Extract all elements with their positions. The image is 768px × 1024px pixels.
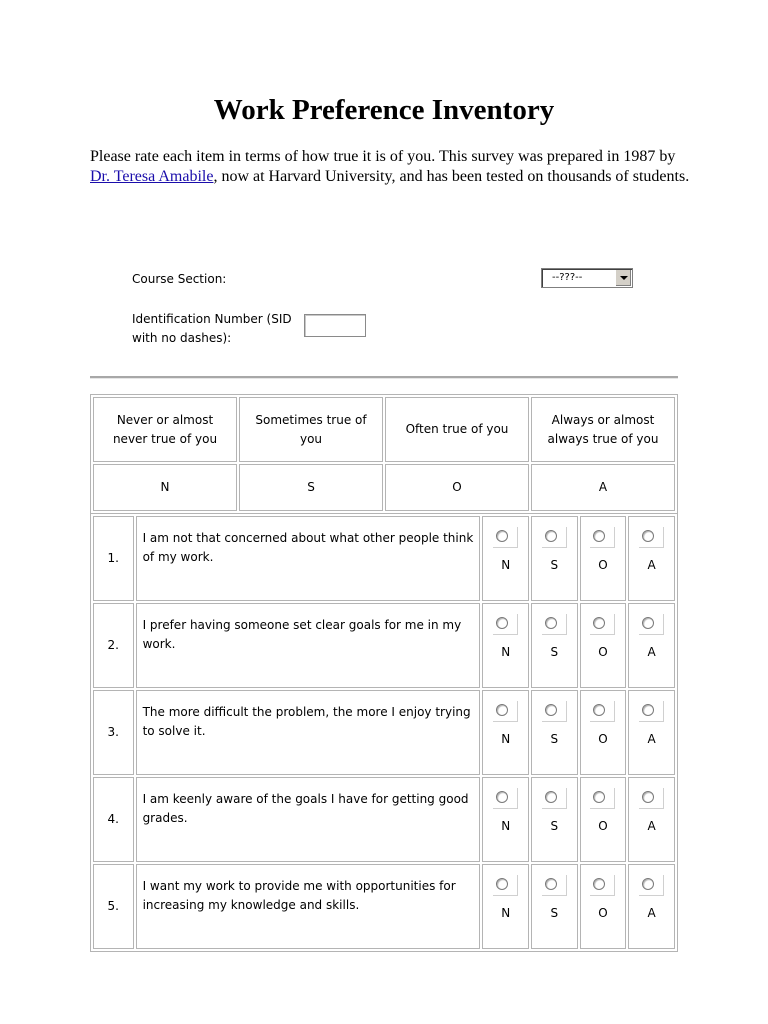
answer-option-n: [482, 690, 529, 775]
answer-option-label: O: [598, 645, 608, 659]
answer-option-a: [628, 690, 675, 775]
answer-option-n: [482, 864, 529, 949]
answer-option-label: N: [501, 819, 511, 833]
answer-option-a: [628, 864, 675, 949]
dropdown-arrow-icon[interactable]: [615, 270, 631, 286]
answer-option-o: [580, 516, 627, 601]
radio-circle-icon[interactable]: [593, 704, 605, 716]
questions-body: [93, 516, 675, 949]
radio-button-o[interactable]: [590, 614, 615, 635]
answer-option-label: S: [550, 645, 559, 659]
answer-option-label: A: [647, 819, 656, 833]
amabile-link[interactable]: Dr. Teresa Amabile: [90, 168, 214, 185]
scale-header-often: Often true of you: [385, 397, 529, 462]
question-number: 1.: [93, 516, 134, 601]
radio-button-a[interactable]: [639, 701, 664, 722]
radio-button-s[interactable]: [542, 527, 567, 548]
radio-button-s[interactable]: [542, 614, 567, 635]
answer-option-label: N: [501, 906, 511, 920]
radio-button-s[interactable]: [542, 875, 567, 896]
question-number: 2.: [93, 603, 134, 688]
answer-option-n: [482, 603, 529, 688]
radio-circle-icon[interactable]: [496, 704, 508, 716]
answer-option-label: O: [598, 819, 608, 833]
radio-circle-icon[interactable]: [496, 530, 508, 542]
answer-option-label: S: [550, 732, 559, 746]
question-number: 5.: [93, 864, 134, 949]
radio-button-n[interactable]: [493, 875, 518, 896]
question-number: 4.: [93, 777, 134, 862]
radio-circle-icon[interactable]: [593, 530, 605, 542]
radio-circle-icon[interactable]: [642, 791, 654, 803]
course-section-value: --???--: [552, 272, 583, 283]
answer-option-label: A: [647, 558, 656, 572]
radio-circle-icon[interactable]: [642, 530, 654, 542]
answer-option-s: [531, 777, 578, 862]
radio-circle-icon[interactable]: [642, 704, 654, 716]
scale-code-o: O: [385, 464, 529, 511]
radio-button-a[interactable]: [639, 527, 664, 548]
questions-table: [90, 513, 678, 952]
scale-header-never: Never or almost never true of you: [93, 397, 237, 462]
radio-circle-icon[interactable]: [545, 791, 557, 803]
intro-text-start: Please rate each item in terms of how true it is of you. This survey was prepared in 1987 by: [90, 148, 676, 165]
answer-option-label: S: [550, 819, 559, 833]
answer-option-n: [482, 516, 529, 601]
answer-option-label: S: [550, 558, 559, 572]
course-section-label: Course Section:: [132, 272, 227, 286]
answer-option-label: A: [647, 732, 656, 746]
radio-circle-icon[interactable]: [642, 878, 654, 890]
answer-option-label: S: [550, 906, 559, 920]
radio-button-a[interactable]: [639, 788, 664, 809]
question-row: [93, 603, 675, 688]
radio-circle-icon[interactable]: [496, 617, 508, 629]
answer-option-n: [482, 777, 529, 862]
radio-button-o[interactable]: [590, 527, 615, 548]
radio-button-o[interactable]: [590, 701, 615, 722]
answer-option-s: [531, 516, 578, 601]
radio-button-a[interactable]: [639, 875, 664, 896]
radio-circle-icon[interactable]: [642, 617, 654, 629]
answer-option-s: [531, 603, 578, 688]
intro-text-end: , now at Harvard University, and has been tested on thousands of students.: [213, 168, 690, 185]
question-text: I am not that concerned about what other people think of my work.: [136, 516, 481, 601]
radio-circle-icon[interactable]: [496, 878, 508, 890]
radio-circle-icon[interactable]: [545, 617, 557, 629]
answer-option-o: [580, 690, 627, 775]
question-text: I prefer having someone set clear goals for me in my work.: [136, 603, 481, 688]
scale-code-n: N: [93, 464, 237, 511]
answer-option-o: [580, 777, 627, 862]
radio-button-o[interactable]: [590, 875, 615, 896]
answer-option-s: [531, 690, 578, 775]
id-number-label-line1: Identification Number (SID: [132, 312, 292, 326]
answer-option-a: [628, 516, 675, 601]
radio-button-s[interactable]: [542, 701, 567, 722]
id-number-input[interactable]: [304, 314, 366, 337]
answer-option-label: O: [598, 558, 608, 572]
radio-circle-icon[interactable]: [593, 878, 605, 890]
radio-button-o[interactable]: [590, 788, 615, 809]
question-text: I am keenly aware of the goals I have for getting good grades.: [136, 777, 481, 862]
divider: [90, 376, 678, 379]
radio-circle-icon[interactable]: [593, 791, 605, 803]
answer-option-label: N: [501, 732, 511, 746]
radio-circle-icon[interactable]: [545, 704, 557, 716]
answer-option-label: N: [501, 645, 511, 659]
answer-option-label: N: [501, 558, 511, 572]
scale-legend-table: [90, 394, 678, 514]
question-row: [93, 690, 675, 775]
radio-button-n[interactable]: [493, 527, 518, 548]
radio-circle-icon[interactable]: [593, 617, 605, 629]
answer-option-label: A: [647, 645, 656, 659]
question-row: [93, 864, 675, 949]
answer-option-label: O: [598, 906, 608, 920]
answer-option-label: A: [647, 906, 656, 920]
page-title: Work Preference Inventory: [213, 94, 555, 126]
radio-button-a[interactable]: [639, 614, 664, 635]
question-number: 3.: [93, 690, 134, 775]
radio-button-n[interactable]: [493, 614, 518, 635]
scale-header-always: Always or almost always true of you: [531, 397, 675, 462]
radio-button-s[interactable]: [542, 788, 567, 809]
question-text: I want my work to provide me with opportunities for increasing my knowledge and skills.: [136, 864, 481, 949]
scale-code-s: S: [239, 464, 383, 511]
id-number-label-line2: with no dashes):: [132, 331, 232, 345]
answer-option-o: [580, 864, 627, 949]
answer-option-label: O: [598, 732, 608, 746]
answer-option-a: [628, 603, 675, 688]
answer-option-a: [628, 777, 675, 862]
radio-button-n[interactable]: [493, 788, 518, 809]
question-row: [93, 516, 675, 601]
course-section-select[interactable]: [541, 268, 633, 288]
question-text: The more difficult the problem, the more I enjoy trying to solve it.: [136, 690, 481, 775]
radio-button-n[interactable]: [493, 701, 518, 722]
id-number-label: [132, 310, 292, 348]
scale-code-a: A: [531, 464, 675, 511]
radio-circle-icon[interactable]: [545, 530, 557, 542]
radio-circle-icon[interactable]: [496, 791, 508, 803]
answer-option-s: [531, 864, 578, 949]
intro-paragraph: [90, 147, 690, 187]
answer-option-o: [580, 603, 627, 688]
scale-header-sometimes: Sometimes true of you: [239, 397, 383, 462]
question-row: [93, 777, 675, 862]
radio-circle-icon[interactable]: [545, 878, 557, 890]
